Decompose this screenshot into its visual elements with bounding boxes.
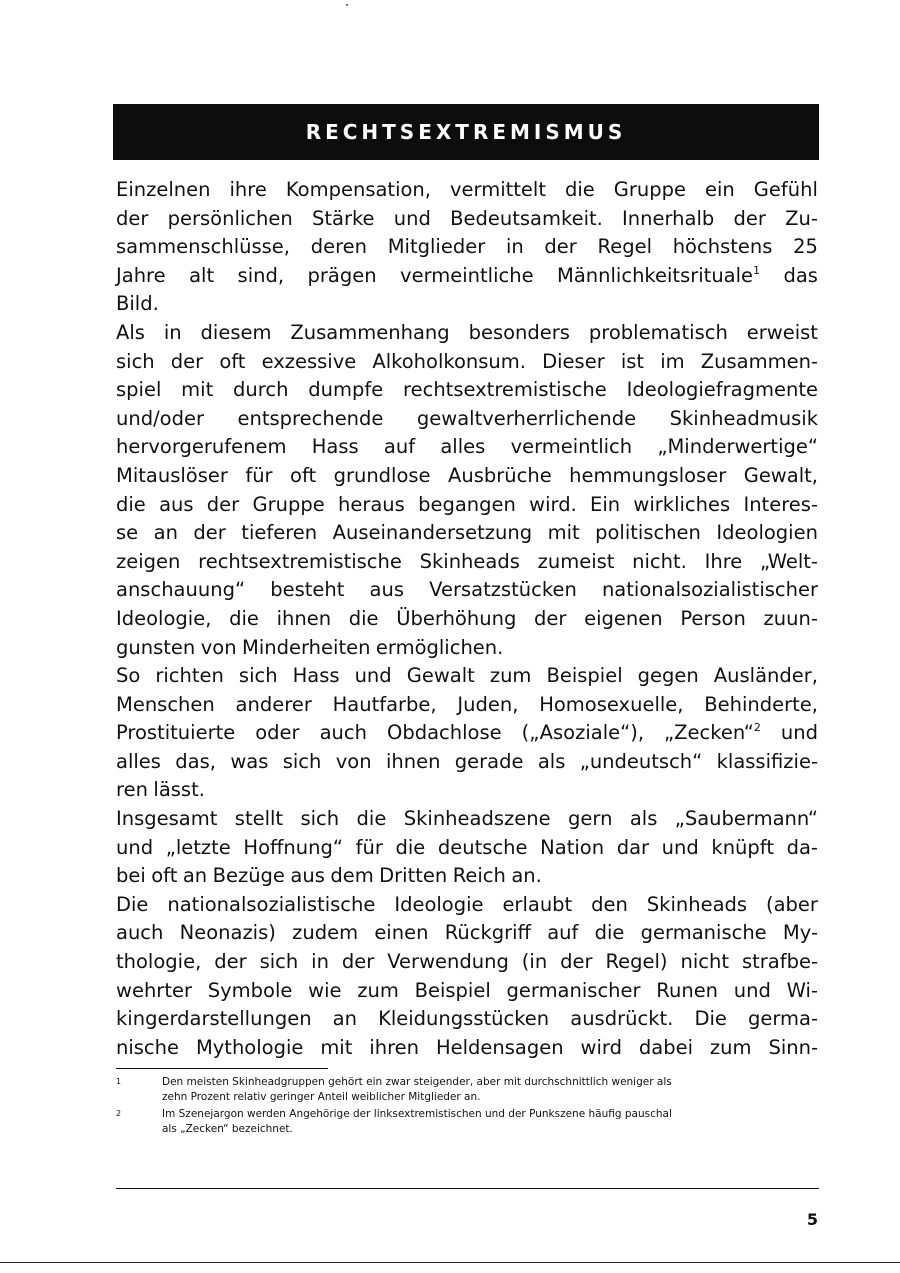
body-line [116, 834, 818, 863]
word: nicht. [632, 549, 687, 573]
word: mit [181, 378, 214, 402]
word: germanische [640, 921, 767, 945]
word: alt [189, 263, 215, 287]
word: der [214, 950, 247, 974]
body-line [116, 605, 818, 634]
word: Kleidungsstücken [378, 1007, 550, 1031]
word: die [395, 835, 426, 859]
word: wie [308, 978, 342, 1002]
word: Alkoholkonsum. [372, 349, 526, 373]
word: auf [383, 435, 416, 459]
word: Skinheadmusik [669, 406, 818, 430]
word: entsprechende [237, 406, 384, 430]
footnote-line: Den meisten Skinheadgruppen gehört ein zwar steigender, aber mit durchschnittlich weniger als [162, 1076, 672, 1088]
word: Die [694, 1007, 727, 1031]
word: ihre [229, 178, 267, 201]
body-line [116, 262, 818, 291]
word: gewaltverherrlichende [416, 406, 637, 430]
word: die [564, 178, 595, 201]
word: Als [116, 320, 145, 344]
body-line [116, 662, 818, 691]
word: politischen [595, 521, 701, 545]
body-line [116, 348, 818, 377]
word: sich [116, 349, 155, 373]
word: Hautfarbe, [332, 692, 437, 716]
word: sich [238, 664, 278, 688]
word: germa- [747, 1007, 818, 1031]
word: Juden, [457, 692, 519, 716]
body-line [116, 776, 818, 805]
word: Verwendung [387, 950, 509, 974]
word: kingerdarstellungen [116, 1007, 312, 1031]
word: und [393, 206, 431, 230]
footnote [116, 1107, 818, 1136]
word: Dieser [542, 349, 605, 373]
word: im [660, 349, 685, 373]
word: „letzte [165, 835, 231, 859]
word: das [783, 263, 818, 287]
word: alles [440, 435, 486, 459]
word: Skinheadszene [403, 807, 551, 831]
word: der [544, 235, 577, 259]
body-line [116, 205, 818, 234]
footnote-reference: 1 [753, 263, 761, 277]
word: Behinderte, [704, 692, 818, 716]
word: von [335, 749, 372, 773]
word: knüpft [711, 835, 774, 859]
word: rechtsextremistische [403, 378, 607, 402]
word: Gewalt [406, 664, 475, 688]
word: Versatzstücken [429, 578, 577, 602]
word: der [170, 349, 204, 373]
word: den [591, 892, 628, 916]
body-line [116, 290, 818, 319]
word: deutsche [437, 835, 528, 859]
word: anschauung“ [116, 578, 246, 602]
page-edge-line [0, 1262, 900, 1263]
word: ist [620, 349, 645, 373]
word: was [230, 749, 269, 773]
word: oft [151, 864, 178, 888]
word: Regel) [605, 950, 668, 974]
word: Beispiel [414, 978, 491, 1002]
word: sind, [237, 263, 285, 287]
word: oder [255, 721, 300, 745]
word: Reich [452, 864, 506, 888]
word: durch [233, 378, 289, 402]
body-line [116, 891, 818, 920]
word: an. [511, 864, 542, 888]
word: alles [116, 749, 161, 773]
word: zum [709, 1035, 752, 1059]
word: richten [155, 664, 224, 688]
word: stellt [234, 807, 284, 831]
word: (in [521, 950, 548, 974]
word: ein [705, 178, 735, 201]
word: Innerhalb [622, 206, 715, 230]
word: Ideologiefragmente [626, 378, 818, 402]
word: zumeist [537, 549, 615, 573]
body-line [116, 376, 818, 405]
word: Bedeutsamkeit. [450, 206, 603, 230]
body-text [116, 176, 818, 1062]
word: nicht [680, 950, 729, 974]
word: für [245, 463, 273, 487]
word: exzessive [261, 349, 357, 373]
word: ihren [369, 1035, 420, 1059]
word: Insgesamt [116, 807, 218, 831]
word: persönlichen [167, 206, 293, 230]
body-line [116, 176, 818, 205]
body-line [116, 319, 818, 348]
word: besonders [468, 320, 570, 344]
word: Bezüge [212, 864, 285, 888]
body-line [116, 1005, 818, 1034]
word: gerade [454, 749, 524, 773]
word: an [182, 864, 208, 888]
word: ihnen [276, 606, 332, 630]
word: sich [282, 749, 322, 773]
word: diesem [200, 320, 272, 344]
word: der [116, 206, 149, 230]
word: thologie, [116, 950, 202, 974]
word: sammenschlüsse, [116, 235, 290, 259]
body-line [116, 576, 818, 605]
word: klassifizie- [716, 749, 818, 773]
word: der [341, 950, 375, 974]
word: Minderheiten [242, 635, 371, 659]
word: in [311, 950, 329, 974]
word: Nation [540, 835, 605, 859]
word: zuun- [763, 606, 818, 630]
body-line [116, 748, 818, 777]
word: zeigen [116, 549, 181, 573]
word: Regel [597, 235, 652, 259]
word: „undeutsch“ [579, 749, 703, 773]
word: gegen [637, 664, 699, 688]
word: Ideologie [394, 892, 484, 916]
word: aus [159, 492, 194, 516]
word: Person [680, 606, 746, 630]
word: deren [310, 235, 368, 259]
word: Die [116, 892, 149, 916]
word: heraus [337, 492, 405, 516]
word: Skinheads [646, 892, 748, 916]
word: höchstens [672, 235, 773, 259]
word: 25 [793, 235, 818, 259]
word: Ideologie, [116, 606, 212, 630]
word: ausdrückt. [570, 1007, 674, 1031]
word: Prostituierte [116, 721, 236, 745]
word: hemmungsloser [569, 463, 727, 487]
word: Wi- [786, 978, 818, 1002]
word: (aber [766, 892, 818, 916]
word: Zu- [785, 206, 818, 230]
footnote [116, 1075, 818, 1104]
word: nationalsozialistischer [601, 578, 818, 602]
footnote-separator [116, 1068, 328, 1069]
word: in [505, 235, 524, 259]
word: Jahre [116, 263, 166, 287]
word: Mitauslöser [116, 463, 228, 487]
body-line [116, 233, 818, 262]
word: „Welt- [760, 549, 818, 573]
word: tieferen [241, 521, 318, 545]
word: und [780, 721, 818, 745]
body-line [116, 862, 818, 891]
word: begangen [418, 492, 516, 516]
word: Stärke [311, 206, 375, 230]
footnote-text [162, 1107, 818, 1136]
word: Mythologie [195, 1035, 304, 1059]
footnote-text [162, 1075, 818, 1104]
word: da- [786, 835, 818, 859]
word: erlaubt [502, 892, 573, 916]
word: rechtsextremistische [198, 549, 402, 573]
word: der [534, 606, 567, 630]
word: die [116, 492, 146, 516]
body-line [116, 462, 818, 491]
word: gunsten [116, 635, 196, 659]
body-line [116, 948, 818, 977]
word: als [629, 807, 658, 831]
word: Auseinandersetzung [332, 521, 533, 545]
word: zum [357, 978, 399, 1002]
word: Dritten [379, 864, 448, 888]
word: dem [330, 864, 374, 888]
word: Heldensagen [435, 1035, 564, 1059]
word: dabei [638, 1035, 693, 1059]
word: Überhöhung [396, 606, 517, 630]
word: Ideologien [716, 521, 818, 545]
word: Gefühl [753, 178, 818, 201]
word: Bild. [116, 292, 159, 316]
word: die [594, 921, 625, 945]
word: der [193, 521, 226, 545]
word: Zusammenhang [290, 320, 450, 344]
word: Gruppe [252, 492, 325, 516]
body-line [116, 919, 818, 948]
word: besteht [270, 578, 345, 602]
word: oft [219, 349, 246, 373]
word: der [560, 950, 593, 974]
body-line [116, 1034, 818, 1063]
word: Hass [292, 664, 340, 688]
word: Neonazis) [179, 921, 276, 945]
body-line [116, 977, 818, 1006]
footnote-mark: 1 [116, 1077, 122, 1086]
word: von [200, 635, 237, 659]
word: ihnen [385, 749, 441, 773]
word: wird [580, 1035, 622, 1059]
section-header-bar [113, 104, 819, 160]
footnote-line: als „Zecken“ bezeichnet. [162, 1122, 293, 1135]
word: wehrter [116, 978, 192, 1002]
word: aus [290, 864, 325, 888]
word: Zusammen- [700, 349, 818, 373]
word: sich [300, 807, 340, 831]
word: Beispiel [546, 664, 623, 688]
word: auf [547, 921, 579, 945]
word: einen [374, 921, 429, 945]
word: ren [116, 778, 148, 802]
word: Hoffnung“ [243, 835, 343, 859]
word: „Minderwertige“ [657, 435, 818, 459]
word: an [332, 1007, 357, 1031]
word: wird. [529, 492, 577, 516]
word: nationalsozialistische [167, 892, 376, 916]
word: die [356, 807, 387, 831]
word: Interes- [743, 492, 818, 516]
body-line [116, 519, 818, 548]
word: vermeintliche [400, 263, 534, 287]
footnote-line: Im Szenejargon werden Angehörige der linksextremistischen und der Punkszene häufig pauschal [162, 1108, 672, 1121]
word: und [661, 835, 699, 859]
word: oft [290, 463, 317, 487]
word: und [116, 835, 154, 859]
body-line [116, 405, 818, 434]
word: Hass [311, 435, 359, 459]
word: Männlichkeitsrituale$^1$ [557, 263, 761, 287]
word: nische [116, 1035, 180, 1059]
word: eigenen [584, 606, 663, 630]
body-line [116, 634, 818, 663]
word: Sinn- [768, 1035, 818, 1059]
word: die [229, 606, 259, 630]
body-line [116, 691, 818, 720]
word: die [348, 606, 379, 630]
bottom-rule [116, 1188, 819, 1189]
word: auch [319, 721, 367, 745]
word: das, [175, 749, 216, 773]
body-line [116, 719, 818, 748]
word: in [163, 320, 182, 344]
word: erweist [746, 320, 818, 344]
word: „Zecken“$^2$ [664, 721, 761, 745]
word: und [733, 978, 771, 1002]
word: und [354, 664, 392, 688]
word: Rückgriff [444, 921, 531, 945]
word: aus [369, 578, 404, 602]
footnote-line: zehn Prozent relativ geringer Anteil weiblicher Mitglieder an. [162, 1090, 481, 1103]
body-line [116, 805, 818, 834]
word: sich [259, 950, 299, 974]
word: Runen [656, 978, 719, 1002]
word: der [733, 206, 766, 230]
word: My- [782, 921, 818, 945]
word: zudem [292, 921, 359, 945]
word: Mitglieder [387, 235, 486, 259]
word: Symbole [207, 978, 293, 1002]
page-number: 5 [806, 1210, 818, 1229]
footnote-mark: 2 [116, 1109, 122, 1119]
word: Ein [590, 492, 621, 516]
word: mit [320, 1035, 353, 1059]
word: vermeintlich [510, 435, 633, 459]
word: Skinheads [419, 549, 520, 573]
word: an [153, 521, 178, 545]
word: für [355, 835, 383, 859]
word: Menschen [116, 692, 215, 716]
word: Kompensation, [285, 178, 431, 201]
body-line [116, 433, 818, 462]
word: und/oder [116, 406, 204, 430]
word: strafbe- [741, 950, 818, 974]
word: Ausländer, [713, 664, 818, 688]
word: dar [616, 835, 650, 859]
word: als [537, 749, 566, 773]
word: prägen [307, 263, 377, 287]
body-line [116, 491, 818, 520]
footnote-reference: 2 [753, 721, 761, 735]
scan-speck [346, 4, 348, 6]
word: Ihre [704, 549, 743, 573]
word: zum [489, 664, 532, 688]
word: Gruppe [613, 178, 687, 201]
word: dumpfe [308, 378, 384, 402]
word: problematisch [588, 320, 728, 344]
word: Einzelnen [116, 178, 211, 201]
word: hervorgerufenem [116, 435, 287, 459]
word: gern [568, 807, 613, 831]
word: wirkliches [633, 492, 731, 516]
body-line [116, 548, 818, 577]
word: Gewalt, [743, 463, 818, 487]
word: der [206, 492, 240, 516]
word: („Asoziale“), [521, 721, 645, 745]
word: se [116, 521, 139, 545]
word: ermöglichen. [375, 635, 504, 659]
word: Obdachlose [386, 721, 502, 745]
word: anderer [235, 692, 312, 716]
word: „Saubermann“ [674, 807, 818, 831]
word: vermittelt [449, 178, 546, 201]
word: germanischer [506, 978, 641, 1002]
word: spiel [116, 378, 162, 402]
word: bei [116, 864, 146, 888]
word: lässt. [153, 778, 205, 802]
word: auch [116, 921, 164, 945]
word: mit [547, 521, 580, 545]
section-title: RECHTSEXTREMISMUS [305, 120, 627, 144]
word: So [116, 664, 141, 688]
footnotes [116, 1075, 818, 1139]
word: Ausbrüche [448, 463, 552, 487]
word: Homosexuelle, [539, 692, 684, 716]
word: grundlose [333, 463, 431, 487]
